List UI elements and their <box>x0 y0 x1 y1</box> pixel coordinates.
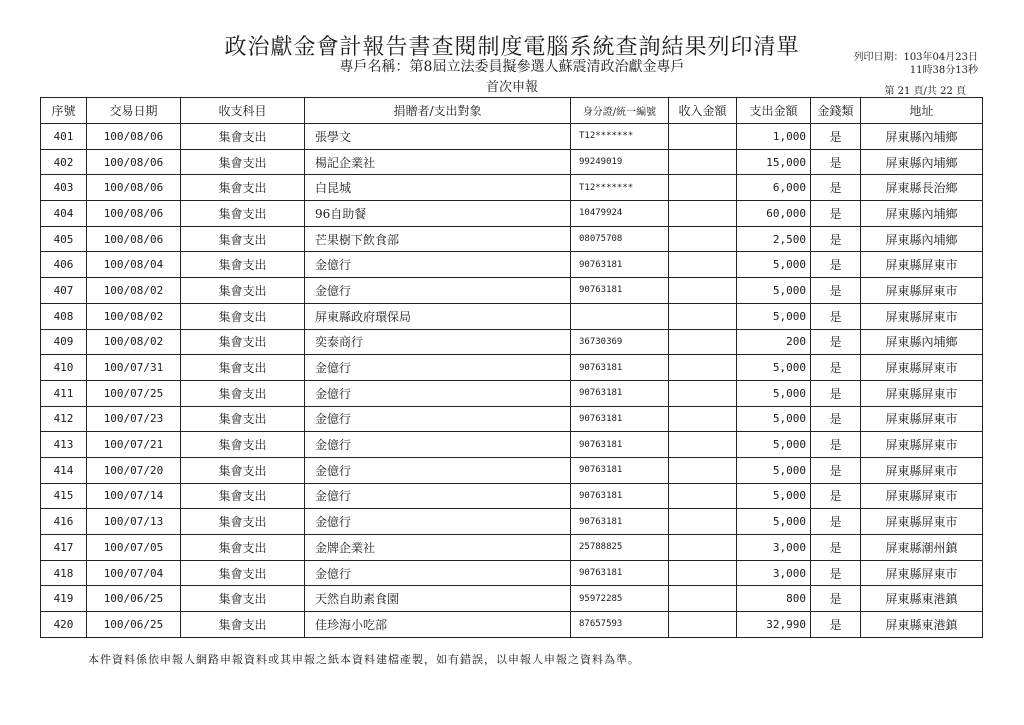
cell-item: 集會支出 <box>181 355 305 381</box>
cell-date: 100/07/13 <box>87 509 181 535</box>
cell-cash: 是 <box>811 226 861 252</box>
cell-party: 芒果樹下飲食部 <box>305 226 571 252</box>
table-row <box>41 252 983 278</box>
table-row <box>41 612 983 638</box>
cell-cash: 是 <box>811 175 861 201</box>
cell-cash: 是 <box>811 303 861 329</box>
cell-item: 集會支出 <box>181 329 305 355</box>
cell-id: 10479924 <box>571 201 669 227</box>
report-type: 首次申報 <box>485 80 538 95</box>
cell-date: 100/08/06 <box>87 149 181 175</box>
cell-item: 集會支出 <box>181 201 305 227</box>
cell-address: 屏東縣長治鄉 <box>861 175 983 201</box>
cell-address: 屏東縣屏東市 <box>861 432 983 458</box>
cell-seq: 420 <box>41 612 87 638</box>
cell-expense: 5,000 <box>737 432 811 458</box>
cell-income <box>669 329 737 355</box>
table-row <box>41 560 983 586</box>
cell-seq: 407 <box>41 278 87 304</box>
table-row <box>41 535 983 561</box>
cell-seq: 416 <box>41 509 87 535</box>
col-date: 交易日期 <box>87 98 181 124</box>
table-row <box>41 303 983 329</box>
cell-address: 屏東縣東港鎮 <box>861 612 983 638</box>
cell-date: 100/08/02 <box>87 329 181 355</box>
col-party: 捐贈者/支出對象 <box>305 98 571 124</box>
cell-id: 25788825 <box>571 535 669 561</box>
cell-party: 金億行 <box>305 278 571 304</box>
cell-expense: 3,000 <box>737 535 811 561</box>
cell-date: 100/06/25 <box>87 586 181 612</box>
table-row <box>41 406 983 432</box>
cell-income <box>669 457 737 483</box>
cell-expense: 5,000 <box>737 509 811 535</box>
cell-income <box>669 175 737 201</box>
cell-date: 100/07/14 <box>87 483 181 509</box>
cell-item: 集會支出 <box>181 457 305 483</box>
cell-income <box>669 406 737 432</box>
cell-seq: 419 <box>41 586 87 612</box>
cell-item: 集會支出 <box>181 380 305 406</box>
cell-cash: 是 <box>811 509 861 535</box>
cell-seq: 406 <box>41 252 87 278</box>
table-row <box>41 201 983 227</box>
cell-expense: 5,000 <box>737 252 811 278</box>
cell-item: 集會支出 <box>181 432 305 458</box>
cell-seq: 411 <box>41 380 87 406</box>
cell-id: 90763181 <box>571 560 669 586</box>
cell-cash: 是 <box>811 406 861 432</box>
cell-address: 屏東縣內埔鄉 <box>861 226 983 252</box>
page-info: 第 21 頁/共 22 頁 <box>884 86 966 97</box>
col-item: 收支科目 <box>181 98 305 124</box>
cell-party: 張學文 <box>305 124 571 150</box>
table-row <box>41 124 983 150</box>
footer-note: 本件資料係依申報人網路申報資料或其申報之紙本資料建檔產製，如有錯誤，以申報人申報之資料為準。 <box>88 653 640 666</box>
cell-income <box>669 124 737 150</box>
cell-expense: 5,000 <box>737 457 811 483</box>
cell-id: 90763181 <box>571 457 669 483</box>
cell-id: 95972285 <box>571 586 669 612</box>
cell-seq: 410 <box>41 355 87 381</box>
transactions-table <box>40 97 983 638</box>
cell-id: 90763181 <box>571 355 669 381</box>
cell-expense: 200 <box>737 329 811 355</box>
cell-cash: 是 <box>811 432 861 458</box>
cell-cash: 是 <box>811 252 861 278</box>
cell-income <box>669 149 737 175</box>
cell-id: 08075708 <box>571 226 669 252</box>
print-time: 11時38分13秒 <box>909 65 978 76</box>
col-cash: 金錢類 <box>811 98 861 124</box>
cell-income <box>669 612 737 638</box>
table-row <box>41 483 983 509</box>
cell-party: 金億行 <box>305 406 571 432</box>
cell-date: 100/07/25 <box>87 380 181 406</box>
cell-id: 90763181 <box>571 483 669 509</box>
cell-address: 屏東縣屏東市 <box>861 457 983 483</box>
cell-address: 屏東縣屏東市 <box>861 380 983 406</box>
cell-id: 90763181 <box>571 252 669 278</box>
cell-cash: 是 <box>811 483 861 509</box>
cell-id: T12******* <box>571 175 669 201</box>
cell-address: 屏東縣屏東市 <box>861 278 983 304</box>
cell-address: 屏東縣屏東市 <box>861 560 983 586</box>
account-name: 專戶名稱：第8屆立法委員擬參選人蘇震清政治獻金專戶 <box>339 59 685 75</box>
cell-date: 100/08/06 <box>87 201 181 227</box>
cell-address: 屏東縣內埔鄉 <box>861 124 983 150</box>
cell-date: 100/07/31 <box>87 355 181 381</box>
cell-address: 屏東縣內埔鄉 <box>861 329 983 355</box>
cell-seq: 408 <box>41 303 87 329</box>
cell-party: 佳珍海小吃部 <box>305 612 571 638</box>
cell-expense: 6,000 <box>737 175 811 201</box>
cell-income <box>669 483 737 509</box>
cell-income <box>669 432 737 458</box>
cell-date: 100/08/02 <box>87 303 181 329</box>
cell-date: 100/08/02 <box>87 278 181 304</box>
cell-seq: 418 <box>41 560 87 586</box>
cell-expense: 5,000 <box>737 355 811 381</box>
cell-item: 集會支出 <box>181 226 305 252</box>
cell-address: 屏東縣潮州鎮 <box>861 535 983 561</box>
cell-party: 屏東縣政府環保局 <box>305 303 571 329</box>
cell-cash: 是 <box>811 535 861 561</box>
cell-item: 集會支出 <box>181 509 305 535</box>
cell-expense: 1,000 <box>737 124 811 150</box>
cell-expense: 3,000 <box>737 560 811 586</box>
cell-seq: 402 <box>41 149 87 175</box>
cell-item: 集會支出 <box>181 124 305 150</box>
cell-date: 100/08/04 <box>87 252 181 278</box>
cell-id: 87657593 <box>571 612 669 638</box>
cell-seq: 417 <box>41 535 87 561</box>
cell-item: 集會支出 <box>181 406 305 432</box>
cell-expense: 15,000 <box>737 149 811 175</box>
table-row <box>41 278 983 304</box>
cell-income <box>669 201 737 227</box>
cell-item: 集會支出 <box>181 535 305 561</box>
cell-id: 90763181 <box>571 406 669 432</box>
cell-seq: 401 <box>41 124 87 150</box>
cell-address: 屏東縣屏東市 <box>861 252 983 278</box>
cell-item: 集會支出 <box>181 560 305 586</box>
cell-address: 屏東縣屏東市 <box>861 303 983 329</box>
cell-date: 100/07/05 <box>87 535 181 561</box>
cell-income <box>669 380 737 406</box>
table-row <box>41 586 983 612</box>
cell-party: 奕泰商行 <box>305 329 571 355</box>
cell-expense: 2,500 <box>737 226 811 252</box>
col-id: 身分證/統一編號 <box>571 98 669 124</box>
cell-item: 集會支出 <box>181 586 305 612</box>
cell-item: 集會支出 <box>181 175 305 201</box>
cell-cash: 是 <box>811 612 861 638</box>
cell-party: 金億行 <box>305 380 571 406</box>
cell-date: 100/07/23 <box>87 406 181 432</box>
cell-party: 金億行 <box>305 457 571 483</box>
cell-item: 集會支出 <box>181 252 305 278</box>
cell-expense: 800 <box>737 586 811 612</box>
cell-cash: 是 <box>811 457 861 483</box>
table-row <box>41 175 983 201</box>
cell-address: 屏東縣內埔鄉 <box>861 149 983 175</box>
cell-date: 100/08/06 <box>87 175 181 201</box>
cell-expense: 5,000 <box>737 483 811 509</box>
table-row <box>41 329 983 355</box>
cell-cash: 是 <box>811 380 861 406</box>
cell-date: 100/08/06 <box>87 226 181 252</box>
cell-party: 天然自助素食園 <box>305 586 571 612</box>
cell-party: 金牌企業社 <box>305 535 571 561</box>
table-row <box>41 432 983 458</box>
cell-income <box>669 560 737 586</box>
table-header-row <box>41 98 983 124</box>
cell-cash: 是 <box>811 149 861 175</box>
cell-income <box>669 509 737 535</box>
cell-item: 集會支出 <box>181 278 305 304</box>
cell-cash: 是 <box>811 560 861 586</box>
cell-party: 白昆城 <box>305 175 571 201</box>
cell-date: 100/07/20 <box>87 457 181 483</box>
cell-id: 90763181 <box>571 432 669 458</box>
cell-party: 金億行 <box>305 355 571 381</box>
table-row <box>41 380 983 406</box>
cell-party: 楊記企業社 <box>305 149 571 175</box>
cell-address: 屏東縣屏東市 <box>861 483 983 509</box>
print-date: 列印日期：103年04月23日 <box>853 52 978 63</box>
document-title: 政治獻金會計報告書查閱制度電腦系統查詢結果列印清單 <box>224 35 800 60</box>
cell-expense: 32,990 <box>737 612 811 638</box>
cell-cash: 是 <box>811 355 861 381</box>
col-address: 地址 <box>861 98 983 124</box>
cell-income <box>669 355 737 381</box>
cell-seq: 403 <box>41 175 87 201</box>
cell-id: T12******* <box>571 124 669 150</box>
cell-party: 金億行 <box>305 432 571 458</box>
cell-party: 96自助餐 <box>305 201 571 227</box>
col-income: 收入金額 <box>669 98 737 124</box>
cell-id: 90763181 <box>571 278 669 304</box>
cell-party: 金億行 <box>305 252 571 278</box>
cell-address: 屏東縣屏東市 <box>861 355 983 381</box>
cell-date: 100/07/21 <box>87 432 181 458</box>
cell-cash: 是 <box>811 124 861 150</box>
cell-date: 100/06/25 <box>87 612 181 638</box>
cell-expense: 5,000 <box>737 406 811 432</box>
cell-party: 金億行 <box>305 509 571 535</box>
cell-income <box>669 226 737 252</box>
print-timestamp <box>853 51 978 77</box>
cell-date: 100/08/06 <box>87 124 181 150</box>
cell-id: 99249019 <box>571 149 669 175</box>
cell-seq: 409 <box>41 329 87 355</box>
cell-address: 屏東縣內埔鄉 <box>861 201 983 227</box>
table-row <box>41 457 983 483</box>
cell-item: 集會支出 <box>181 483 305 509</box>
cell-address: 屏東縣屏東市 <box>861 509 983 535</box>
cell-seq: 404 <box>41 201 87 227</box>
cell-id: 90763181 <box>571 509 669 535</box>
cell-income <box>669 586 737 612</box>
cell-party: 金億行 <box>305 560 571 586</box>
cell-expense: 5,000 <box>737 303 811 329</box>
table-row <box>41 355 983 381</box>
cell-id: 36730369 <box>571 329 669 355</box>
cell-expense: 5,000 <box>737 278 811 304</box>
cell-item: 集會支出 <box>181 303 305 329</box>
cell-seq: 413 <box>41 432 87 458</box>
cell-date: 100/07/04 <box>87 560 181 586</box>
table-row <box>41 226 983 252</box>
cell-id: 90763181 <box>571 380 669 406</box>
cell-cash: 是 <box>811 586 861 612</box>
table-row <box>41 149 983 175</box>
cell-expense: 60,000 <box>737 201 811 227</box>
table-row <box>41 509 983 535</box>
cell-cash: 是 <box>811 278 861 304</box>
cell-income <box>669 535 737 561</box>
col-expense: 支出金額 <box>737 98 811 124</box>
cell-cash: 是 <box>811 329 861 355</box>
cell-seq: 414 <box>41 457 87 483</box>
cell-seq: 405 <box>41 226 87 252</box>
cell-seq: 412 <box>41 406 87 432</box>
cell-cash: 是 <box>811 201 861 227</box>
cell-seq: 415 <box>41 483 87 509</box>
cell-expense: 5,000 <box>737 380 811 406</box>
cell-address: 屏東縣東港鎮 <box>861 586 983 612</box>
col-seq: 序號 <box>41 98 87 124</box>
cell-item: 集會支出 <box>181 612 305 638</box>
cell-id <box>571 303 669 329</box>
cell-income <box>669 303 737 329</box>
cell-income <box>669 278 737 304</box>
cell-address: 屏東縣屏東市 <box>861 406 983 432</box>
cell-item: 集會支出 <box>181 149 305 175</box>
cell-party: 金億行 <box>305 483 571 509</box>
cell-income <box>669 252 737 278</box>
